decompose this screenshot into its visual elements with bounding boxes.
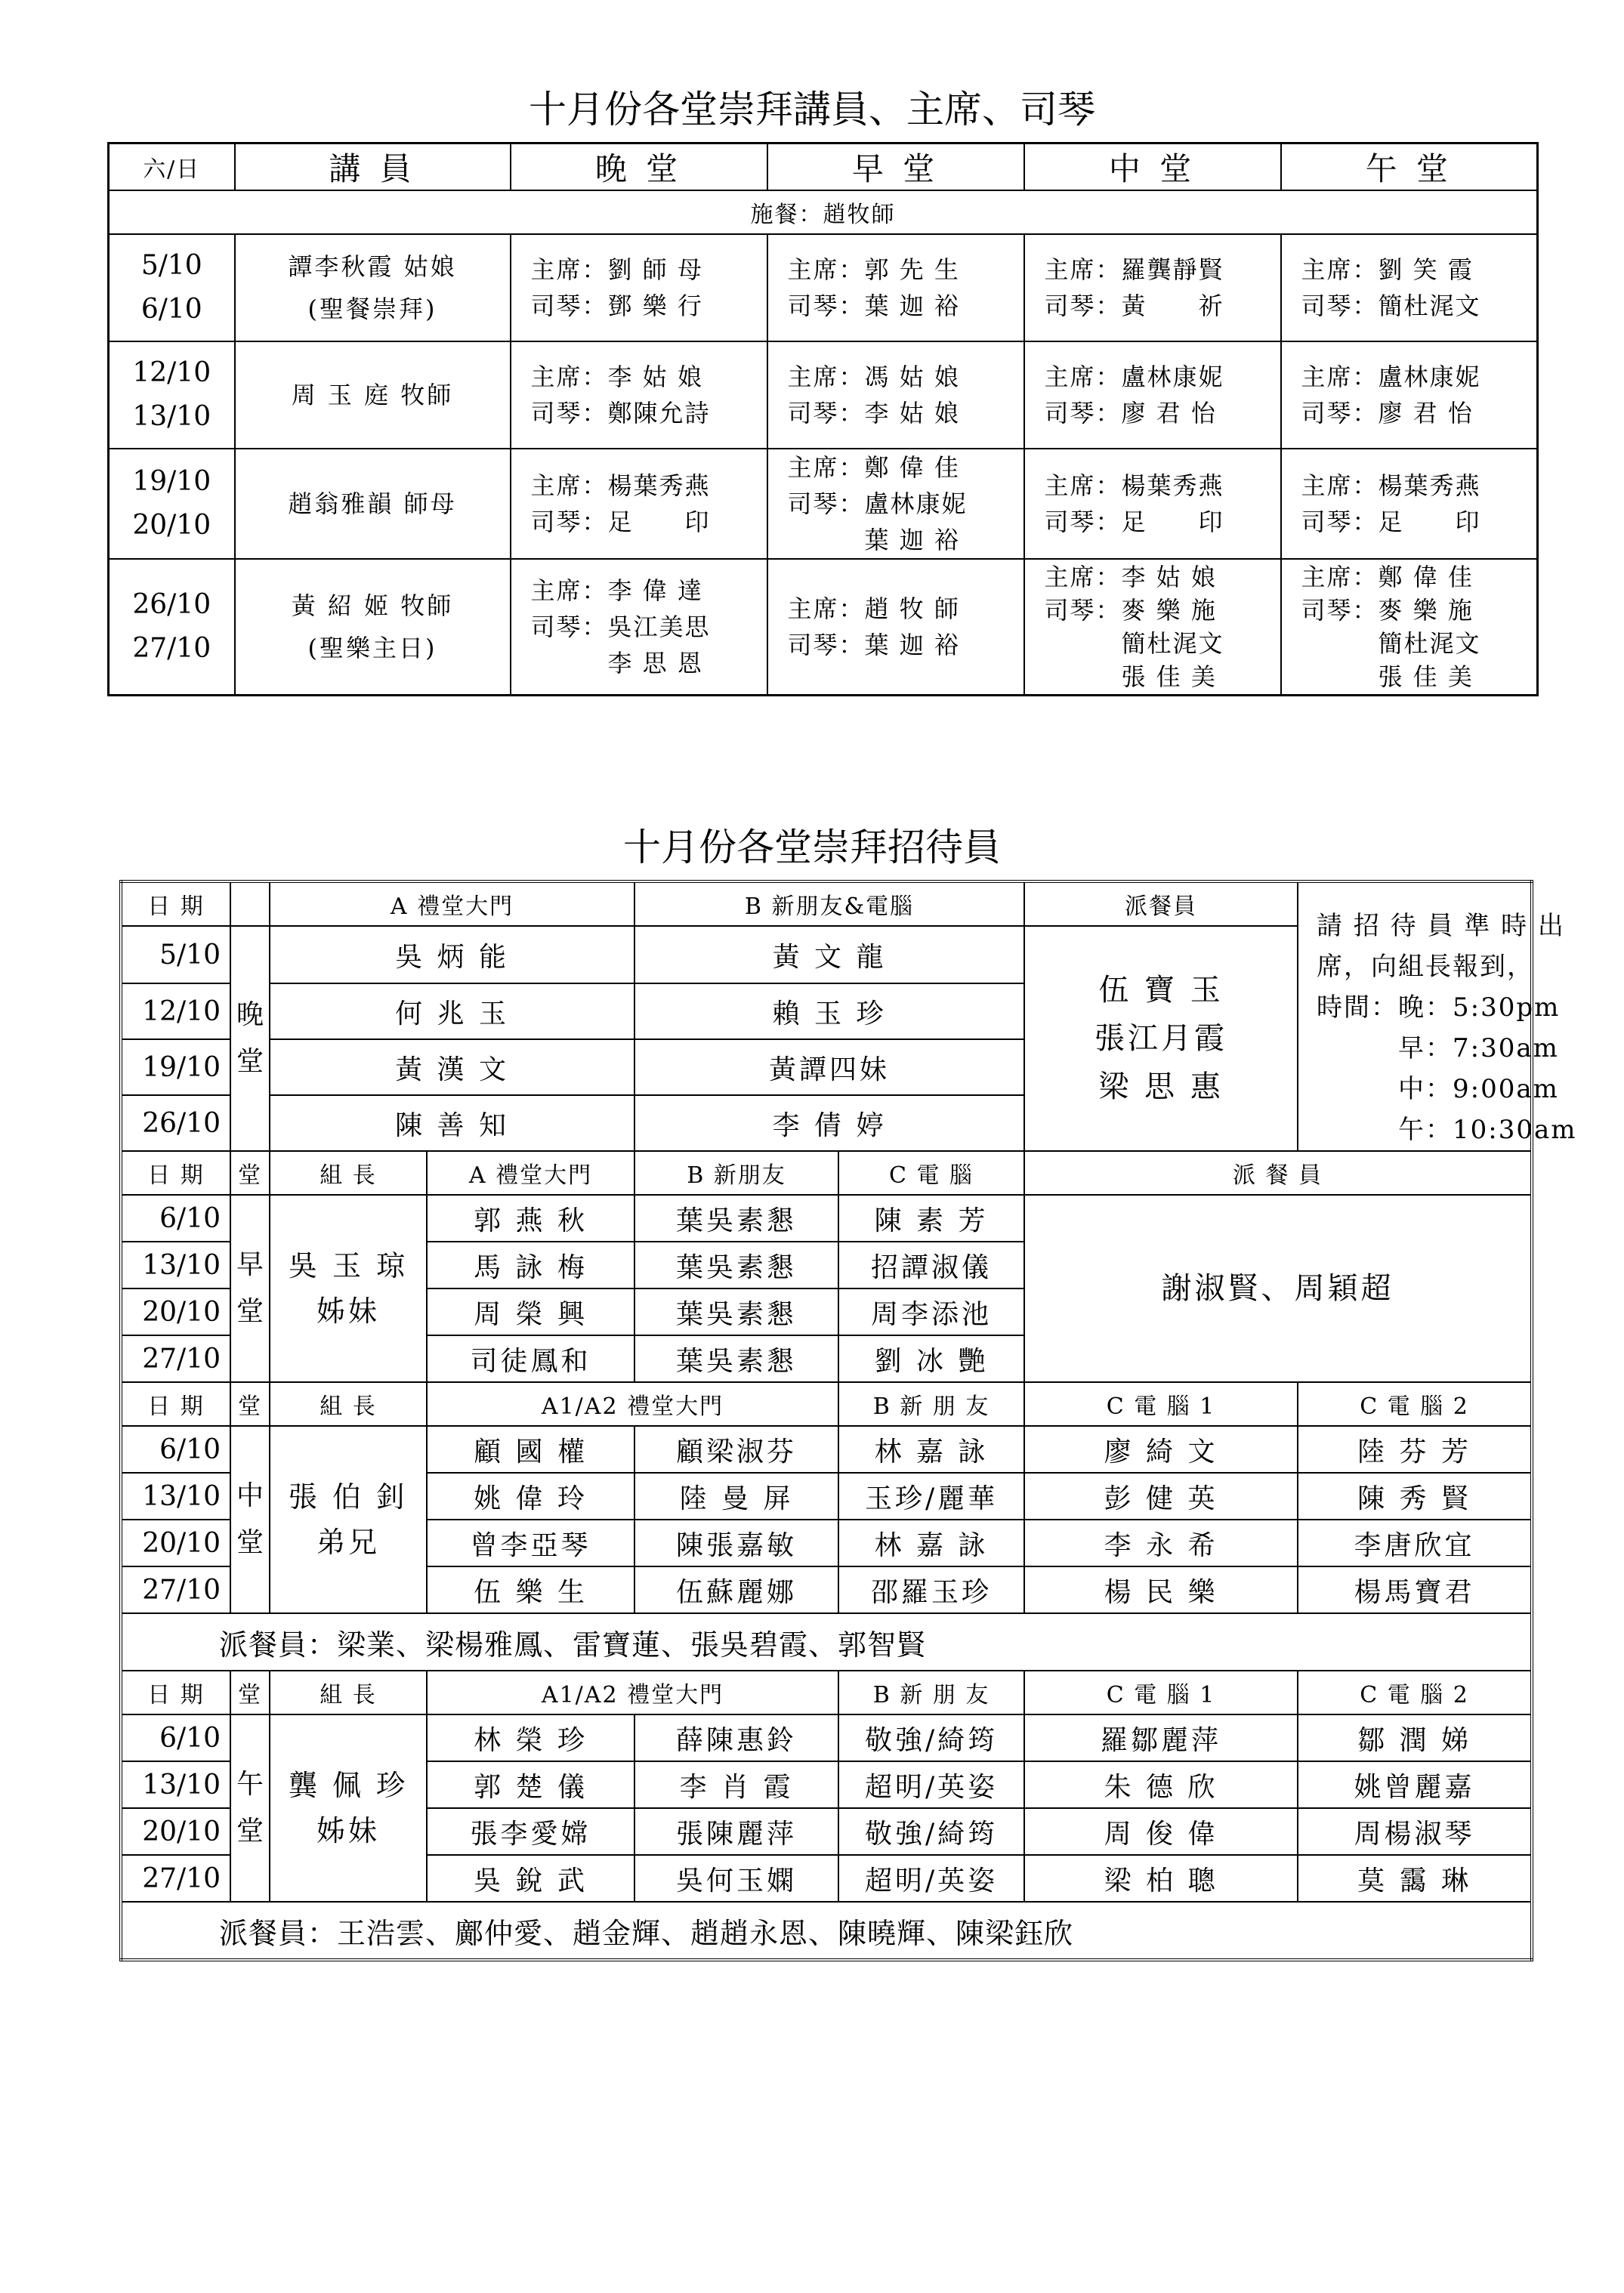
morning-header-a: A 禮堂大門	[427, 1151, 634, 1195]
morning-date: 27/10	[121, 1335, 230, 1382]
afternoon-hall-label: 午 堂	[230, 1714, 270, 1902]
evening-date: 19/10	[121, 1039, 230, 1095]
morning-date: 20/10	[121, 1288, 230, 1335]
mid-newfriend-usher: 玉珍/麗華	[838, 1473, 1024, 1520]
evening-header-b: B 新朋友&電腦	[634, 881, 1024, 926]
mid-newfriend-usher: 林 嘉 詠	[838, 1426, 1024, 1473]
evening-date: 26/10	[121, 1095, 230, 1151]
header-speaker: 講 員	[235, 144, 511, 191]
mid-header-hall: 堂	[230, 1382, 270, 1426]
mid-date: 27/10	[121, 1566, 230, 1613]
evening-header-row	[121, 881, 1532, 926]
morning-slot: 主席：郭 先 生 司琴：葉 迦 裕	[767, 234, 1024, 341]
afternoon-door-usher-1: 張李愛嫦	[427, 1808, 634, 1855]
morning-header-hall: 堂	[230, 1151, 270, 1195]
afternoon-door-usher-1: 吳 銳 武	[427, 1855, 634, 1902]
evening-newfriend-usher: 黃譚四妹	[634, 1039, 1024, 1095]
mid-newfriend-usher: 邵羅玉珍	[838, 1566, 1024, 1613]
evening-hall-label: 晚 堂	[230, 926, 270, 1151]
morning-date: 6/10	[121, 1195, 230, 1242]
mid-slot: 主席：盧林康妮 司琴：廖 君 怡	[1024, 341, 1281, 449]
morning-newfriend-usher: 葉吳素懇	[634, 1242, 838, 1288]
mid-computer-usher-2: 李唐欣宜	[1298, 1520, 1532, 1566]
afternoon-slot: 主席：盧林康妮 司琴：廖 君 怡	[1281, 341, 1538, 449]
afternoon-date: 20/10	[121, 1808, 230, 1855]
afternoon-date: 13/10	[121, 1761, 230, 1808]
morning-header-b: B 新朋友	[634, 1151, 838, 1195]
afternoon-computer-usher-2: 鄒 潤 娣	[1298, 1714, 1532, 1761]
afternoon-door-usher-2: 李 肖 霞	[634, 1761, 838, 1808]
mid-door-usher-2: 伍蘇麗娜	[634, 1566, 838, 1613]
morning-row	[121, 1195, 1532, 1242]
header-date: 六/日	[109, 144, 235, 191]
evening-slot: 主席：劉 師 母 司琴：鄧 樂 行	[511, 234, 767, 341]
morning-door-usher: 周 榮 興	[427, 1288, 634, 1335]
worship-title: 十月份各堂崇拜講員、主席、司琴	[529, 88, 1095, 131]
week-speaker: 趙翁雅韻 師母	[235, 449, 511, 559]
mid-slot: 主席：楊葉秀燕 司琴：足 印	[1024, 449, 1281, 559]
worship-header-row	[109, 144, 1538, 191]
header-mid: 中 堂	[1024, 144, 1281, 191]
afternoon-header-date: 日 期	[121, 1671, 230, 1714]
afternoon-computer-usher-1: 周 俊 偉	[1024, 1808, 1298, 1855]
week-row	[109, 234, 1538, 341]
afternoon-meal-row	[121, 1902, 1532, 1960]
week-dates: 19/10 20/10	[109, 449, 235, 559]
week-speaker: 譚李秋霞 姑娘 (聖餐崇拜)	[235, 234, 511, 341]
morning-meal-servers: 謝淑賢、周穎超	[1024, 1195, 1532, 1382]
morning-date: 13/10	[121, 1242, 230, 1288]
morning-leader: 吳 玉 琼 姊妹	[270, 1195, 427, 1382]
morning-door-usher: 馬 詠 梅	[427, 1242, 634, 1288]
afternoon-newfriend-usher: 超明/英姿	[838, 1761, 1024, 1808]
afternoon-header-c2: C 電 腦 2	[1298, 1671, 1532, 1714]
worship-roster-table	[107, 142, 1539, 696]
evening-door-usher: 何 兆 玉	[270, 983, 634, 1039]
week-dates: 26/10 27/10	[109, 559, 235, 695]
evening-door-usher: 陳 善 知	[270, 1095, 634, 1151]
morning-header-c: C 電 腦	[838, 1151, 1024, 1195]
afternoon-slot: 主席：楊葉秀燕 司琴：足 印	[1281, 449, 1538, 559]
mid-computer-usher-2: 陳 秀 賢	[1298, 1473, 1532, 1520]
week-row	[109, 449, 1538, 559]
morning-slot: 主席：馮 姑 娘 司琴：李 姑 娘	[767, 341, 1024, 449]
afternoon-door-usher-1: 郭 楚 儀	[427, 1761, 634, 1808]
afternoon-computer-usher-2: 姚曾麗嘉	[1298, 1761, 1532, 1808]
evening-header-a: A 禮堂大門	[270, 881, 634, 926]
afternoon-slot: 主席：劉 笑 霞 司琴：簡杜浘文	[1281, 234, 1538, 341]
morning-computer-usher: 招譚淑儀	[838, 1242, 1024, 1288]
mid-header-b: B 新 朋 友	[838, 1382, 1024, 1426]
communion-note-row	[109, 190, 1538, 234]
morning-door-usher: 司徒鳳和	[427, 1335, 634, 1382]
evening-door-usher: 黃 漢 文	[270, 1039, 634, 1095]
afternoon-slot: 主席：鄭 偉 佳 司琴：麥 樂 施 簡杜浘文 張 佳 美	[1281, 559, 1538, 695]
week-speaker: 黃 紹 姬 牧師 (聖樂主日)	[235, 559, 511, 695]
morning-hall-label: 早 堂	[230, 1195, 270, 1382]
week-dates: 5/10 6/10	[109, 234, 235, 341]
morning-header-row	[121, 1151, 1532, 1195]
afternoon-computer-usher-2: 莫 靄 琳	[1298, 1855, 1532, 1902]
afternoon-computer-usher-1: 羅鄒麗萍	[1024, 1714, 1298, 1761]
afternoon-meal-servers: 派餐員：王浩雲、鄺仲愛、趙金輝、趙趙永恩、陳曉輝、陳梁鈺欣	[121, 1902, 1532, 1960]
morning-slot: 主席：趙 牧 師 司琴：葉 迦 裕	[767, 559, 1024, 695]
mid-door-usher-1: 顧 國 權	[427, 1426, 634, 1473]
morning-newfriend-usher: 葉吳素懇	[634, 1195, 838, 1242]
mid-newfriend-usher: 林 嘉 詠	[838, 1520, 1024, 1566]
afternoon-date: 27/10	[121, 1855, 230, 1902]
afternoon-date: 6/10	[121, 1714, 230, 1761]
evening-slot: 主席：李 姑 娘 司琴：鄭陳允詩	[511, 341, 767, 449]
afternoon-door-usher-2: 薛陳惠鈴	[634, 1714, 838, 1761]
morning-door-usher: 郭 燕 秋	[427, 1195, 634, 1242]
afternoon-header-c1: C 電 腦 1	[1024, 1671, 1298, 1714]
mid-computer-usher-2: 陸 芬 芳	[1298, 1426, 1532, 1473]
usher-notice: 請 招 待 員 準 時 出 席，向組長報到， 時間：晚：5:30pm 早：7:30am 中：9:00am 午：10:30am	[1298, 881, 1532, 1151]
mid-computer-usher-1: 李 永 希	[1024, 1520, 1298, 1566]
mid-date: 20/10	[121, 1520, 230, 1566]
week-row	[109, 559, 1538, 695]
header-afternoon: 午 堂	[1281, 144, 1538, 191]
mid-row	[121, 1426, 1532, 1473]
week-dates: 12/10 13/10	[109, 341, 235, 449]
evening-date: 12/10	[121, 983, 230, 1039]
morning-newfriend-usher: 葉吳素懇	[634, 1335, 838, 1382]
mid-leader: 張 伯 釗 弟兄	[270, 1426, 427, 1613]
mid-header-date: 日 期	[121, 1382, 230, 1426]
mid-header-row	[121, 1382, 1532, 1426]
ushers-title: 十月份各堂崇拜招待員	[623, 826, 1001, 869]
mid-date: 6/10	[121, 1426, 230, 1473]
mid-computer-usher-2: 楊馬寶君	[1298, 1566, 1532, 1613]
evening-newfriend-usher: 李 倩 婷	[634, 1095, 1024, 1151]
afternoon-newfriend-usher: 敬強/綺筠	[838, 1714, 1024, 1761]
evening-door-usher: 吳 炳 能	[270, 926, 634, 983]
afternoon-header-a: A1/A2 禮堂大門	[427, 1671, 838, 1714]
mid-door-usher-2: 陳張嘉敏	[634, 1520, 838, 1566]
mid-computer-usher-1: 楊 民 樂	[1024, 1566, 1298, 1613]
afternoon-newfriend-usher: 超明/英姿	[838, 1855, 1024, 1902]
header-morning: 早 堂	[767, 144, 1024, 191]
mid-door-usher-1: 姚 偉 玲	[427, 1473, 634, 1520]
morning-header-date: 日 期	[121, 1151, 230, 1195]
ushers-roster-table	[119, 880, 1577, 1961]
afternoon-header-leader: 組 長	[270, 1671, 427, 1714]
evening-newfriend-usher: 黃 文 龍	[634, 926, 1024, 983]
morning-computer-usher: 周李添池	[838, 1288, 1024, 1335]
mid-door-usher-1: 伍 樂 生	[427, 1566, 634, 1613]
week-speaker: 周 玉 庭 牧師	[235, 341, 511, 449]
mid-computer-usher-1: 廖 綺 文	[1024, 1426, 1298, 1473]
communion-note: 施餐：趙牧師	[109, 190, 1538, 234]
mid-date: 13/10	[121, 1473, 230, 1520]
mid-slot: 主席：羅龔靜賢 司琴：黃 祈	[1024, 234, 1281, 341]
mid-door-usher-2: 陸 曼 屏	[634, 1473, 838, 1520]
evening-header-date: 日 期	[121, 881, 230, 926]
mid-header-c2: C 電 腦 2	[1298, 1382, 1532, 1426]
afternoon-computer-usher-2: 周楊淑琴	[1298, 1808, 1532, 1855]
afternoon-door-usher-2: 張陳麗萍	[634, 1808, 838, 1855]
afternoon-row	[121, 1714, 1532, 1761]
morning-newfriend-usher: 葉吳素懇	[634, 1288, 838, 1335]
mid-header-a: A1/A2 禮堂大門	[427, 1382, 838, 1426]
morning-header-meal: 派 餐 員	[1024, 1151, 1532, 1195]
evening-meal-servers: 伍 寶 玉 張江月霞 梁 思 惠	[1024, 926, 1298, 1151]
evening-slot: 主席：李 偉 達 司琴：吳江美思 李 思 恩	[511, 559, 767, 695]
mid-door-usher-2: 顧梁淑芬	[634, 1426, 838, 1473]
evening-slot: 主席：楊葉秀燕 司琴：足 印	[511, 449, 767, 559]
evening-newfriend-usher: 賴 玉 珍	[634, 983, 1024, 1039]
mid-meal-servers: 派餐員：梁業、梁楊雅鳳、雷寶蓮、張吳碧霞、郭智賢	[121, 1613, 1532, 1671]
mid-header-c1: C 電 腦 1	[1024, 1382, 1298, 1426]
week-row	[109, 341, 1538, 449]
afternoon-leader: 龔 佩 珍 姊妹	[270, 1714, 427, 1902]
mid-meal-row	[121, 1613, 1532, 1671]
afternoon-header-b: B 新 朋 友	[838, 1671, 1024, 1714]
afternoon-newfriend-usher: 敬強/綺筠	[838, 1808, 1024, 1855]
afternoon-header-hall: 堂	[230, 1671, 270, 1714]
morning-slot: 主席：鄭 偉 佳 司琴：盧林康妮 葉 迦 裕	[767, 449, 1024, 559]
mid-hall-label: 中 堂	[230, 1426, 270, 1613]
mid-header-leader: 組 長	[270, 1382, 427, 1426]
morning-computer-usher: 陳 素 芳	[838, 1195, 1024, 1242]
header-evening: 晚 堂	[511, 144, 767, 191]
mid-slot: 主席：李 姑 娘 司琴：麥 樂 施 簡杜浘文 張 佳 美	[1024, 559, 1281, 695]
afternoon-door-usher-1: 林 榮 珍	[427, 1714, 634, 1761]
evening-header-meal: 派餐員	[1024, 881, 1298, 926]
afternoon-door-usher-2: 吳何玉嫻	[634, 1855, 838, 1902]
mid-door-usher-1: 曾李亞琴	[427, 1520, 634, 1566]
afternoon-header-row	[121, 1671, 1532, 1714]
morning-header-leader: 組 長	[270, 1151, 427, 1195]
morning-computer-usher: 劉 冰 艷	[838, 1335, 1024, 1382]
evening-header-hall-blank	[230, 881, 270, 926]
afternoon-computer-usher-1: 梁 柏 聰	[1024, 1855, 1298, 1902]
mid-computer-usher-1: 彭 健 英	[1024, 1473, 1298, 1520]
afternoon-computer-usher-1: 朱 德 欣	[1024, 1761, 1298, 1808]
evening-date: 5/10	[121, 926, 230, 983]
